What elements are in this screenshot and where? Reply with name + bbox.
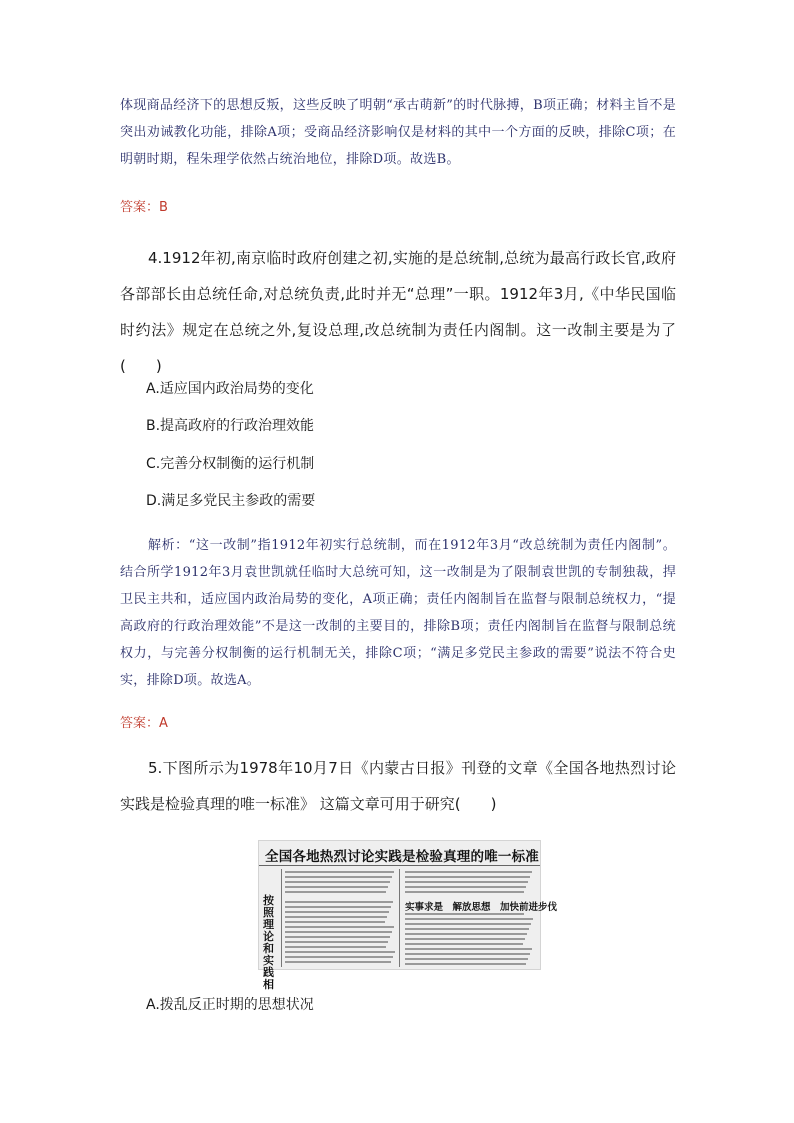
prev-analysis-text: 体现商品经济下的思想反叛，这些反映了明朝“承古萌新”的时代脉搏，B项正确；材料主旨不是突出劝诫教化功能，排除A项；受商品经济影响仅是材料的其中一个方面的反映，排除C项；在明朝时期，程朱理学依然占统治地位，排除D项。故选B。 xyxy=(120,98,676,167)
newspaper-headline: 全国各地热烈讨论实践是检验真理的唯一标准 xyxy=(265,849,539,865)
prev-answer: 答案：B xyxy=(120,200,168,215)
q4-option-a: A.适应国内政治局势的变化 xyxy=(146,381,314,397)
newspaper-vertical-title: 按照理论和实践相 xyxy=(263,894,274,991)
q4-analysis: 解析：“这一改制”指1912年初实行总统制，而在1912年3月“改总统制为责任内阁制”。结合所学1912年3月袁世凯就任临时大总统可知，这一改制是为了限制袁世凯的专制独裁，捍卫民主共和，适应国内政治局势的变化，A项正确；责任内阁制旨在监督与限制总统权力，“提高政府的行政治理效能”不是这一改制的主要目的，排除B项；责任内阁制旨在监督与限制总统权力，与完善分权制衡的运行机制无关，排除C项；“满足多党民主参政的需要”说法不符合史实，排除D项。故选A。 xyxy=(120,538,676,688)
q4-option-d: D.满足多党民主参政的需要 xyxy=(146,493,316,509)
q5-stem: 5.下图所示为1978年10月7日《内蒙古日报》刊登的文章《全国各地热烈讨论实践是检验真理的唯一标准》 这篇文章可用于研究( ) xyxy=(120,759,676,813)
q4-stem: 4.1912年初,南京临时政府创建之初,实施的是总统制,总统为最高行政长官,政府各部部长由总统任命,对总统负责,此时并无“总理”一职。1912年3月,《中华民国临时约法》规定在总统之外,复设总理,改总统制为责任内阁制。这一改制主要是为了( ) xyxy=(120,249,676,375)
newspaper-image xyxy=(258,840,558,991)
newspaper-sub-headline: 实事求是 解放思想 加快前进步伐 xyxy=(405,902,558,913)
q4-option-b: B.提高政府的行政治理效能 xyxy=(146,418,315,434)
q5-option-a: A.拨乱反正时期的思想状况 xyxy=(146,997,314,1013)
q4-answer: 答案：A xyxy=(120,716,168,731)
q4-option-c: C.完善分权制衡的运行机制 xyxy=(146,456,315,472)
